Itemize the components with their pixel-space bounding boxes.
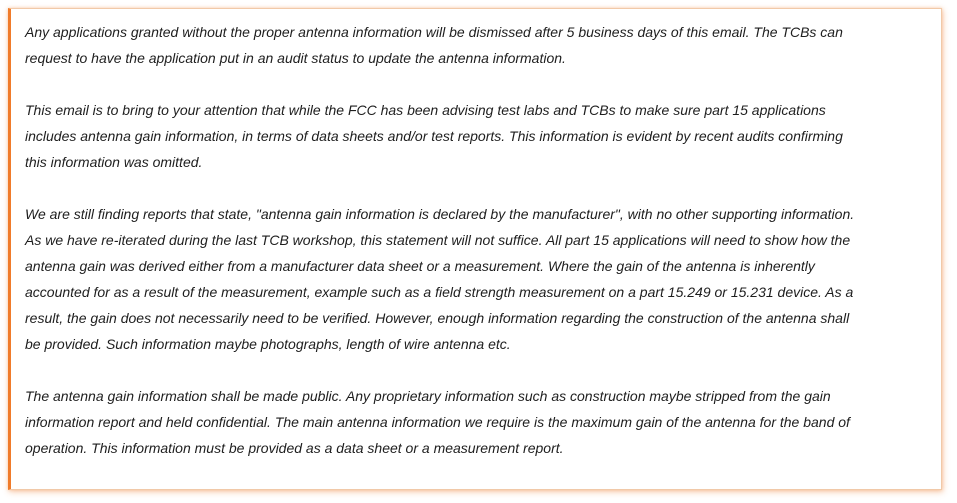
text-line: This email is to bring to your attention that while the FCC has been advising test labs and TCBs to make sure part 15 applications — [25, 102, 826, 118]
text-line: operation. This information must be provided as a data sheet or a measurement report. — [25, 440, 564, 456]
paragraph-purpose — [25, 97, 935, 175]
text-line: antenna gain was derived either from a manufacturer data sheet or a measurement. Where the gain of the antenna is inherently — [25, 258, 815, 274]
text-line: information report and held confidential. The main antenna information we require is the maximum gain of the antenna for the band of — [25, 414, 850, 430]
paragraph-requirements — [25, 201, 935, 357]
text-line: result, the gain does not necessarily need to be verified. However, enough information regarding the construction of the antenna shall — [25, 310, 850, 326]
text-line: be provided. Such information maybe photographs, length of wire antenna etc. — [25, 336, 511, 352]
email-excerpt-panel — [8, 8, 942, 490]
email-body — [25, 19, 935, 487]
text-line: As we have re-iterated during the last TCB workshop, this statement will not suffice. All part 15 applications will need to show how the — [25, 232, 851, 248]
text-line: The antenna gain information shall be made public. Any proprietary information such as construction maybe stripped from the gain — [25, 388, 831, 404]
text-line: includes antenna gain information, in terms of data sheets and/or test reports. This information is evident by recent audits confirming — [25, 128, 843, 144]
paragraph-public-disclosure — [25, 383, 935, 461]
paragraph-dismissal-notice — [25, 19, 935, 71]
text-line: We are still finding reports that state, "antenna gain information is declared by the manufacturer", with no other supporting information. — [25, 206, 855, 222]
text-line: this information was omitted. — [25, 154, 203, 170]
text-line: Any applications granted without the proper antenna information will be dismissed after 5 business days of this email. The TCBs can — [25, 24, 843, 40]
text-line: accounted for as a result of the measurement, example such as a field strength measurement on a part 15.249 or 15.231 device. As a — [25, 284, 854, 300]
text-line: request to have the application put in an audit status to update the antenna information. — [25, 50, 566, 66]
